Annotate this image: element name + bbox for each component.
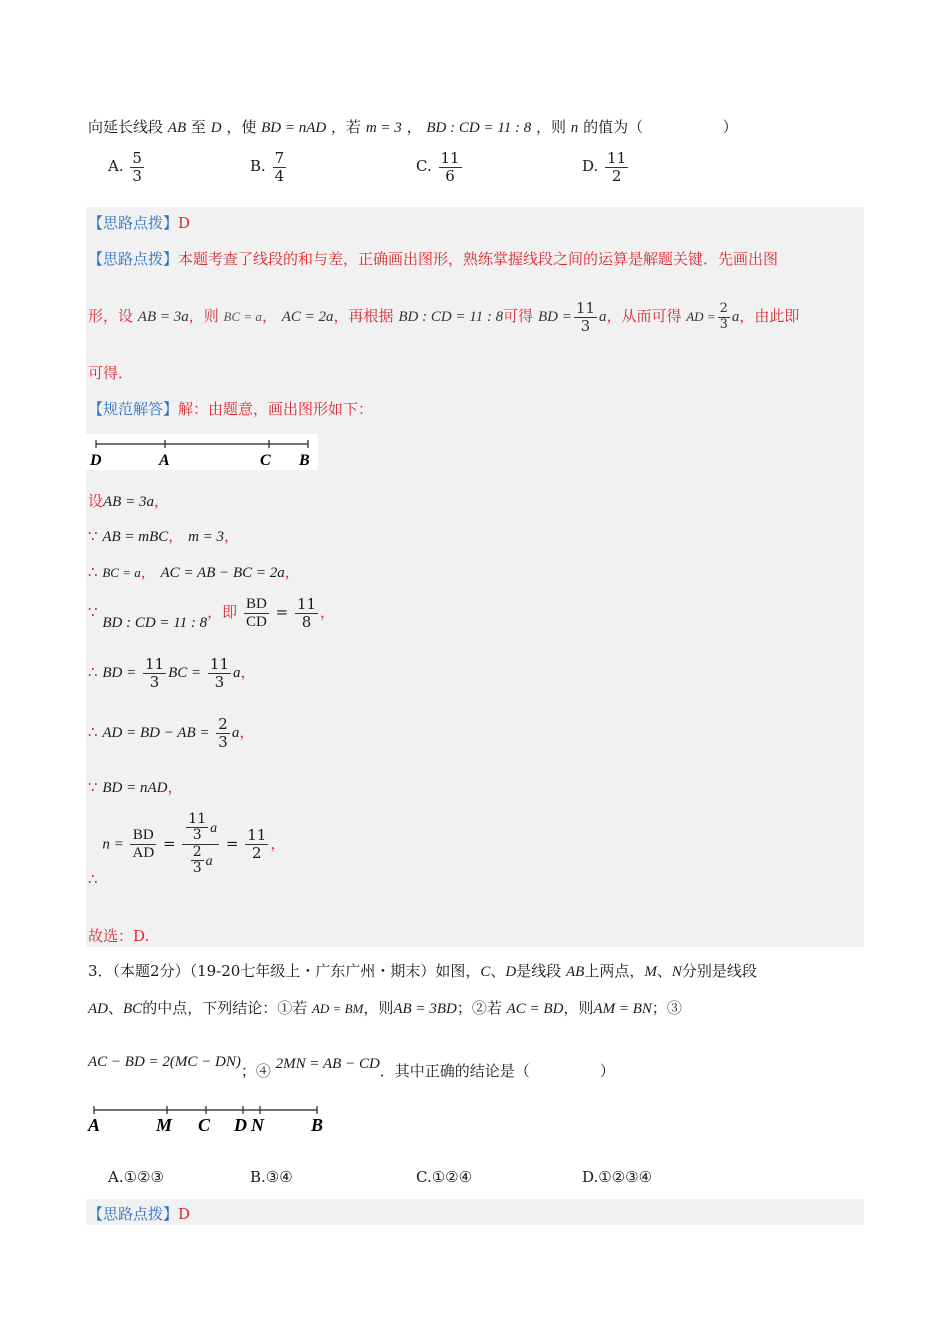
hint-tag: 【思路点拨】	[88, 1205, 179, 1223]
q2-stem-text-a: 向延长线段	[88, 118, 164, 136]
point-label-a: A	[159, 452, 170, 469]
hint-tag: 【思路点拨】	[88, 214, 179, 232]
q2-stem-text-c: ，使	[226, 118, 257, 136]
q2-math-d: D	[210, 120, 222, 136]
option-label: C.	[416, 1168, 432, 1186]
option-text: ①②④	[431, 1168, 473, 1186]
option-label: A.	[108, 157, 124, 175]
q2-option-a[interactable]	[108, 150, 146, 184]
q2-math-eq3: BD : CD = 11 : 8	[426, 120, 532, 136]
q2-stem-text-b: 至	[190, 118, 206, 136]
q3-segment-figure	[86, 1102, 326, 1138]
q2-analysis-line-2: 形，设 AB = 3a，则 BC = a， AC = 2a，再根据 BD : CD = 11 : 8可得 BD = $\frac{11}{3}$ a，从而可得 AD = $\frac{2}{3}$ a，由此即	[88, 299, 800, 335]
step-1: 设AB = 3a，	[88, 492, 169, 510]
q3-stem-line-2: AD、BC的中点，下列结论：①若 AD = BM，则AB = 3BD；②若 AC = BD，则AM = BN；③	[88, 999, 682, 1017]
solution-intro: 解：由题意，画出图形如下：	[178, 400, 374, 418]
analysis-tag: 【思路点拨】	[88, 250, 179, 268]
q2-option-d[interactable]	[582, 150, 630, 184]
q2-stem-text-g: 的值为（	[583, 118, 644, 136]
q3-option-b[interactable]	[250, 1168, 293, 1186]
option-fraction: $\frac{11}{6}$	[440, 149, 460, 185]
q2-choose: 故选：D.	[88, 927, 150, 945]
q2-stem-text-e: ，	[406, 118, 422, 136]
point-label-n: N	[251, 1115, 264, 1135]
option-label: C.	[416, 157, 432, 175]
q3-stem-line-1: 3．（本题2分）（19-20七年级上・广东广州・期末）如图，C、D是线段 AB上两点，M、N分别是线段	[88, 962, 757, 980]
option-label: B.	[250, 1168, 266, 1186]
option-text: ①②③④	[598, 1168, 653, 1186]
q2-analysis-line-1	[88, 248, 778, 269]
q2-hint	[88, 212, 190, 233]
option-text: ③④	[265, 1168, 293, 1186]
step-8: ∴ n = $\frac{BD}{AD}$ = $\frac{11}{3}$ a $\frac{2}{3}$ a = $\frac{11}{2}$ ，	[88, 811, 286, 889]
hint-answer: D	[178, 214, 191, 232]
q3-option-a[interactable]	[108, 1168, 164, 1186]
point-label-d: D	[234, 1115, 247, 1135]
step-3: ∴ BC = a， AC = AB − BC = 2a，	[88, 563, 300, 581]
solution-tag: 【规范解答】	[88, 400, 179, 418]
q2-math-ab: AB	[167, 120, 187, 136]
option-fraction: $\frac{11}{2}$	[607, 149, 627, 185]
q2-math-n: n	[570, 120, 579, 136]
q2-option-b[interactable]	[250, 150, 288, 184]
q2-math-eq2: m = 3	[365, 120, 402, 136]
point-label-c: C	[198, 1115, 211, 1135]
option-label: A.	[108, 1168, 124, 1186]
option-label: B.	[250, 157, 266, 175]
point-label-b: B	[299, 452, 310, 469]
q2-stem-text-d: ，若	[331, 118, 362, 136]
q3-hint	[88, 1203, 190, 1224]
point-label-b: B	[311, 1115, 324, 1135]
q2-solution-header	[88, 398, 373, 419]
step-4: ∵ BD : CD = 11 : 8，即 $\frac{BD}{CD}$ = $\frac{11}{8}$ ，	[88, 595, 336, 631]
analysis-text: 本题考查了线段的和与差，正确画出图形，熟练掌握线段之间的运算是解题关键．先画出图	[178, 250, 779, 268]
q2-stem	[88, 116, 738, 137]
q3-answer-box	[86, 1199, 864, 1225]
option-label: D.	[582, 1168, 599, 1186]
q2-segment-figure	[86, 434, 318, 470]
option-label: D.	[582, 157, 599, 175]
step-5: ∴ BD = $\frac{11}{3}$ BC = $\frac{11}{3}$ a，	[88, 655, 256, 691]
q3-stem-line-3: AC − BD = 2(MC − DN)；④ 2MN = AB − CD．其中正确的结论是（ ）	[88, 1054, 615, 1080]
option-fraction: $\frac{7}{4}$	[274, 149, 285, 185]
q2-math-eq1: BD = nAD	[261, 120, 327, 136]
step-2: ∵ AB = mBC， m = 3，	[88, 527, 240, 545]
option-text: ①②③	[123, 1168, 164, 1186]
q3-option-d[interactable]	[582, 1168, 652, 1186]
step-6: ∴ AD = BD − AB = $\frac{2}{3}$ a，	[88, 715, 255, 751]
step-7: ∵ BD = nAD，	[88, 778, 183, 796]
q3-option-c[interactable]	[416, 1168, 472, 1186]
q2-stem-text-f: ，则	[536, 118, 567, 136]
point-label-m: M	[156, 1115, 173, 1135]
point-label-a: A	[88, 1115, 101, 1135]
q2-analysis-line-3: 可得．	[88, 364, 134, 382]
hint-answer: D	[178, 1205, 191, 1223]
option-fraction: $\frac{5}{3}$	[132, 149, 142, 185]
q2-option-c[interactable]	[416, 150, 464, 184]
q2-stem-text-h: ）	[722, 118, 738, 136]
point-label-c: C	[260, 452, 271, 469]
point-label-d: D	[90, 452, 102, 469]
